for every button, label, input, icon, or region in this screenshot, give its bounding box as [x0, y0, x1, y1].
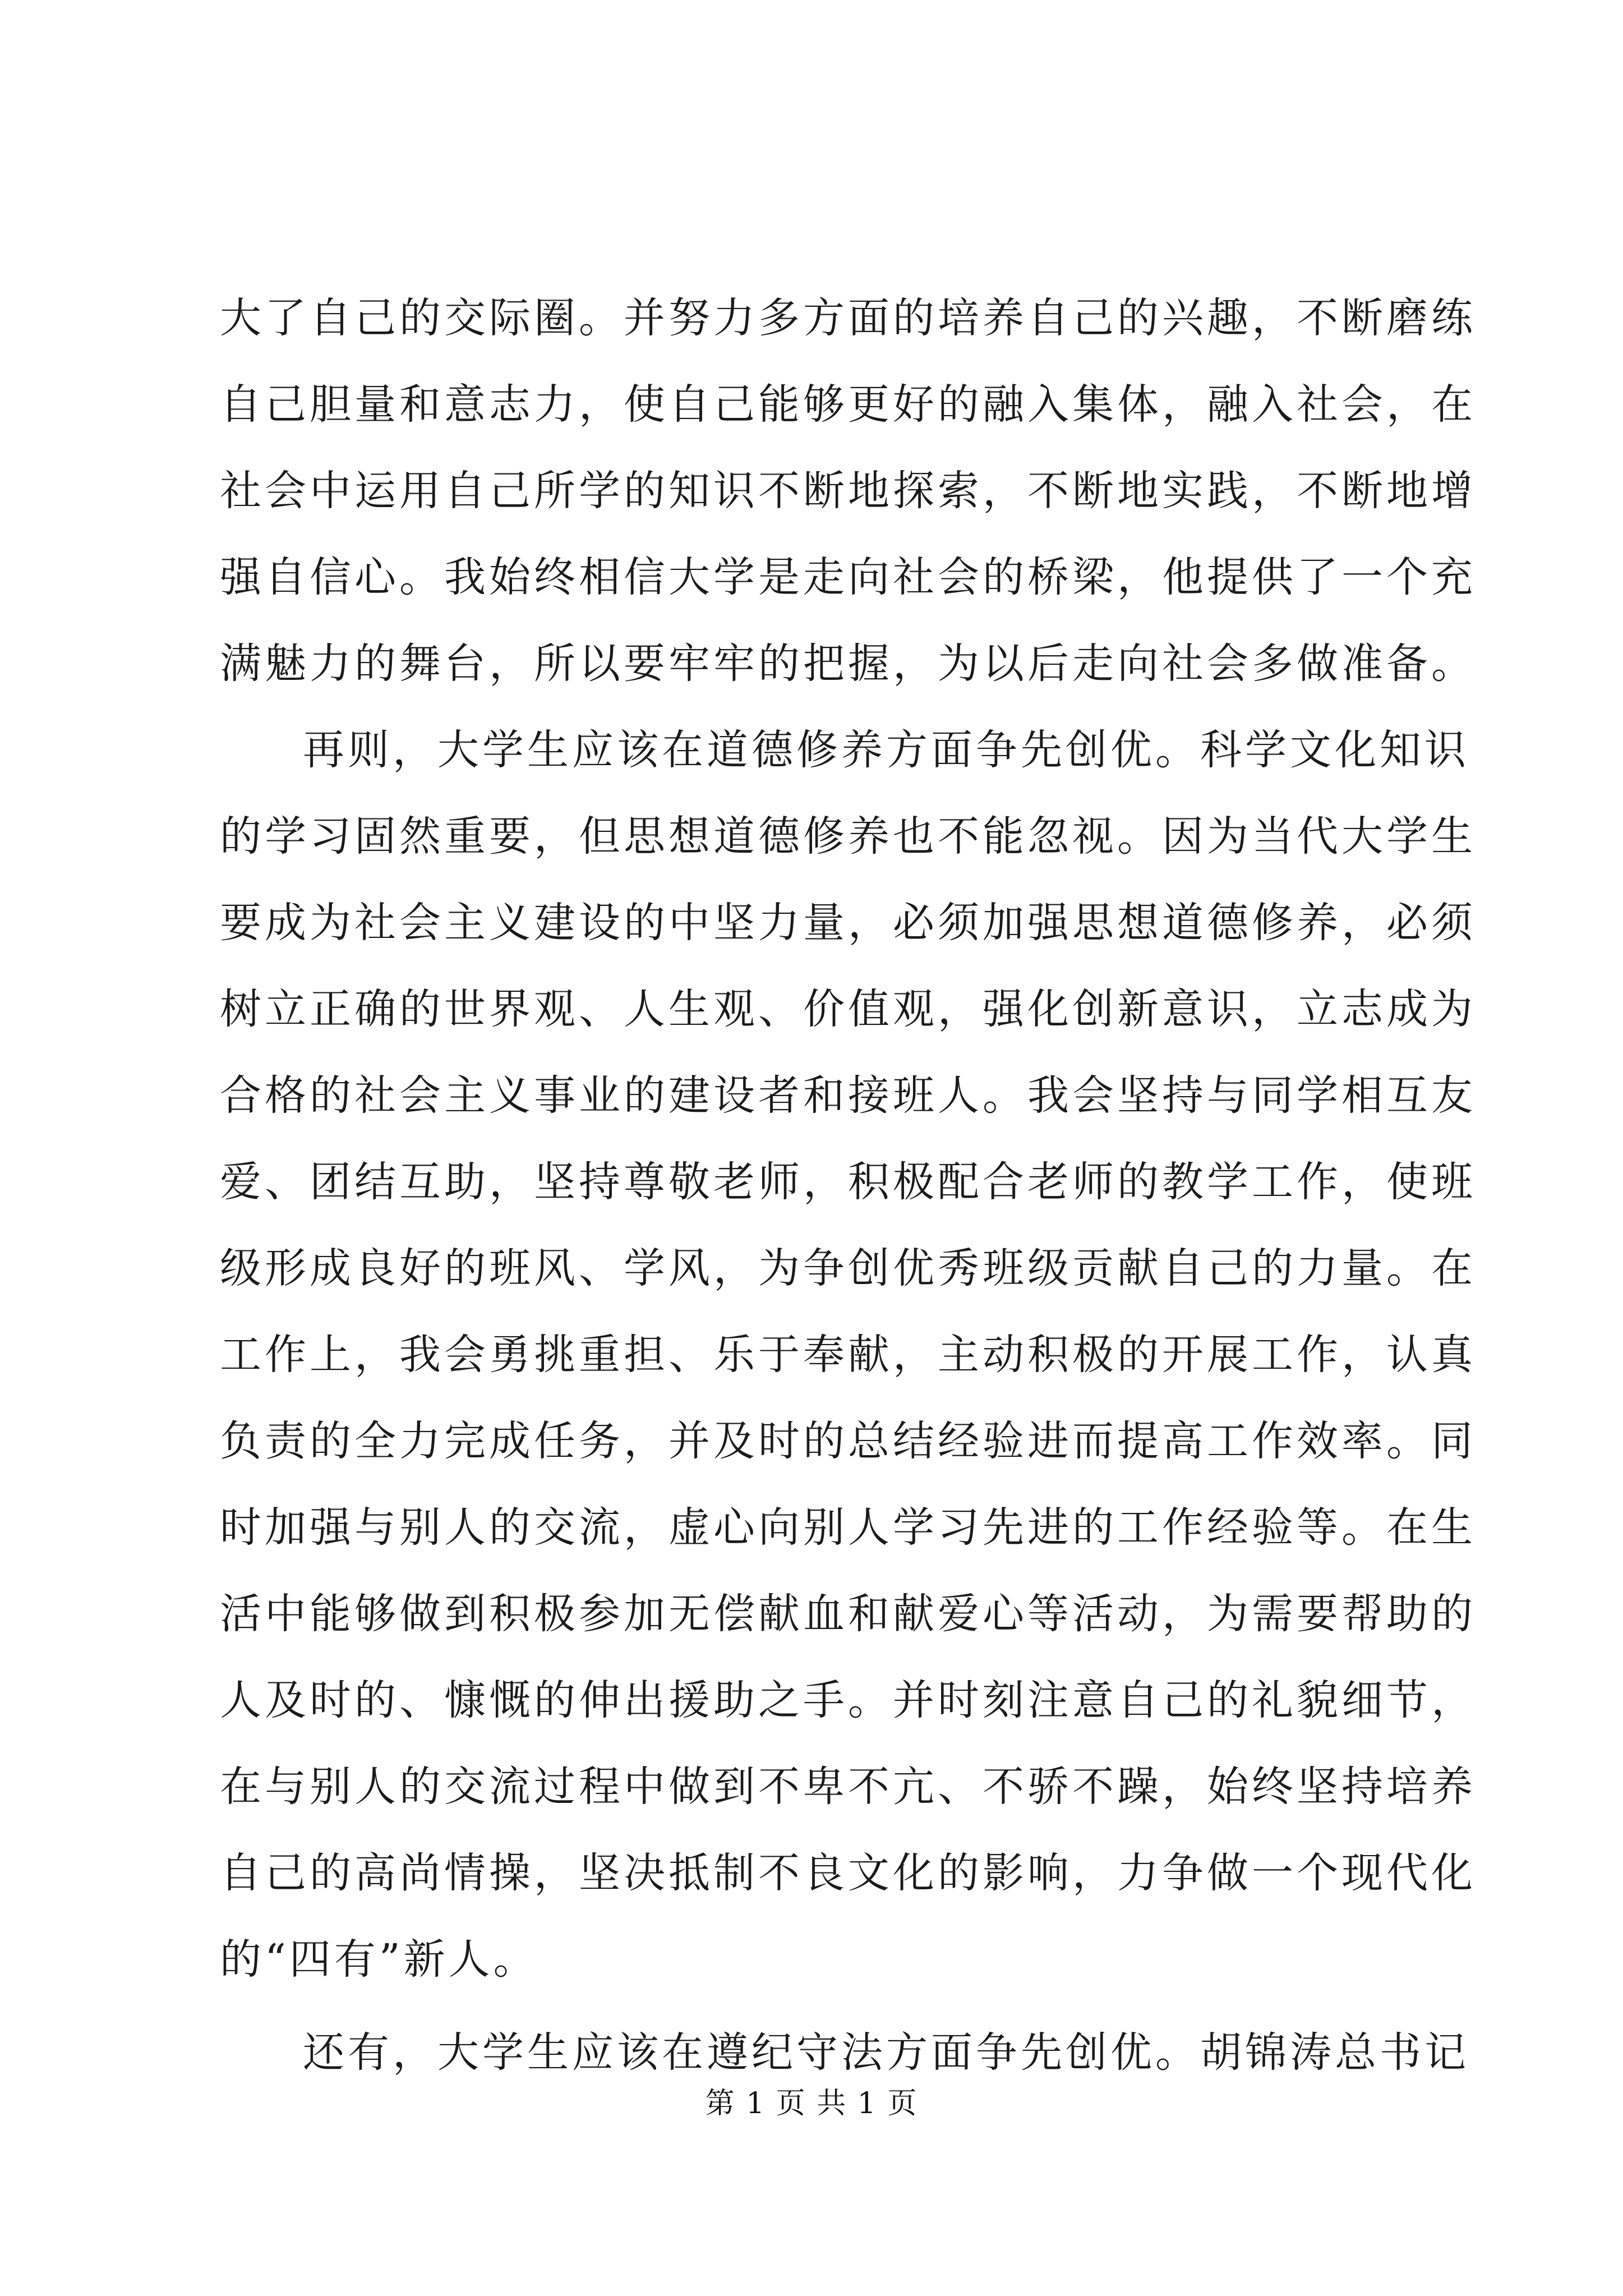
text-line: 合格的社会主义事业的建设者和接班人。我会坚持与同学相互友: [220, 1071, 1476, 1120]
paragraph-first-line: 还有，大学生应该在遵纪守法方面争先创优。胡锦涛总书记: [303, 2028, 1469, 2077]
text-line: 人及时的、慷慨的伸出援助之手。并时刻注意自己的礼貌细节，: [220, 1676, 1476, 1724]
page-number-footer: 第 1 页 共 1 页: [705, 2087, 918, 2120]
text-line: 社会中运用自己所学的知识不断地探索，不断地实践，不断地增: [220, 467, 1476, 515]
text-line: 满魅力的舞台，所以要牢牢的把握，为以后走向社会多做准备。: [220, 639, 1476, 688]
text-line: 树立正确的世界观、人生观、价值观，强化创新意识，立志成为: [220, 985, 1476, 1033]
text-line: 大了自己的交际圈。并努力多方面的培养自己的兴趣，不断磨练: [220, 294, 1476, 342]
text-line: 爱、团结互助，坚持尊敬老师，积极配合老师的教学工作，使班: [220, 1158, 1476, 1206]
paragraph-first-line: 再则，大学生应该在道德修养方面争先创优。科学文化知识: [303, 726, 1469, 774]
text-line: 强自信心。我始终相信大学是走向社会的桥梁，他提供了一个充: [220, 553, 1476, 601]
text-line: 要成为社会主义建设的中坚力量，必须加强思想道德修养，必须: [220, 899, 1476, 947]
text-line: 级形成良好的班风、学风，为争创优秀班级贡献自己的力量。在: [220, 1244, 1476, 1292]
text-line: 自己的高尚情操，坚决抵制不良文化的影响，力争做一个现代化: [220, 1849, 1476, 1897]
text-line: 的学习固然重要，但思想道德修养也不能忽视。因为当代大学生: [220, 812, 1476, 861]
text-line: 负责的全力完成任务，并及时的总结经验进而提高工作效率。同: [220, 1417, 1476, 1465]
text-line: 在与别人的交流过程中做到不卑不亢、不骄不躁，始终坚持培养: [220, 1763, 1476, 1811]
text-line: 时加强与别人的交流，虚心向别人学习先进的工作经验等。在生: [220, 1503, 1476, 1552]
text-line: 工作上，我会勇挑重担、乐于奉献，主动积极的开展工作，认真: [220, 1331, 1476, 1379]
text-line: 活中能够做到积极参加无偿献血和献爱心等活动，为需要帮助的: [220, 1590, 1476, 1638]
text-line: 的“四有”新人。: [220, 1935, 538, 1984]
text-line: 自己胆量和意志力，使自己能够更好的融入集体，融入社会，在: [220, 380, 1476, 429]
